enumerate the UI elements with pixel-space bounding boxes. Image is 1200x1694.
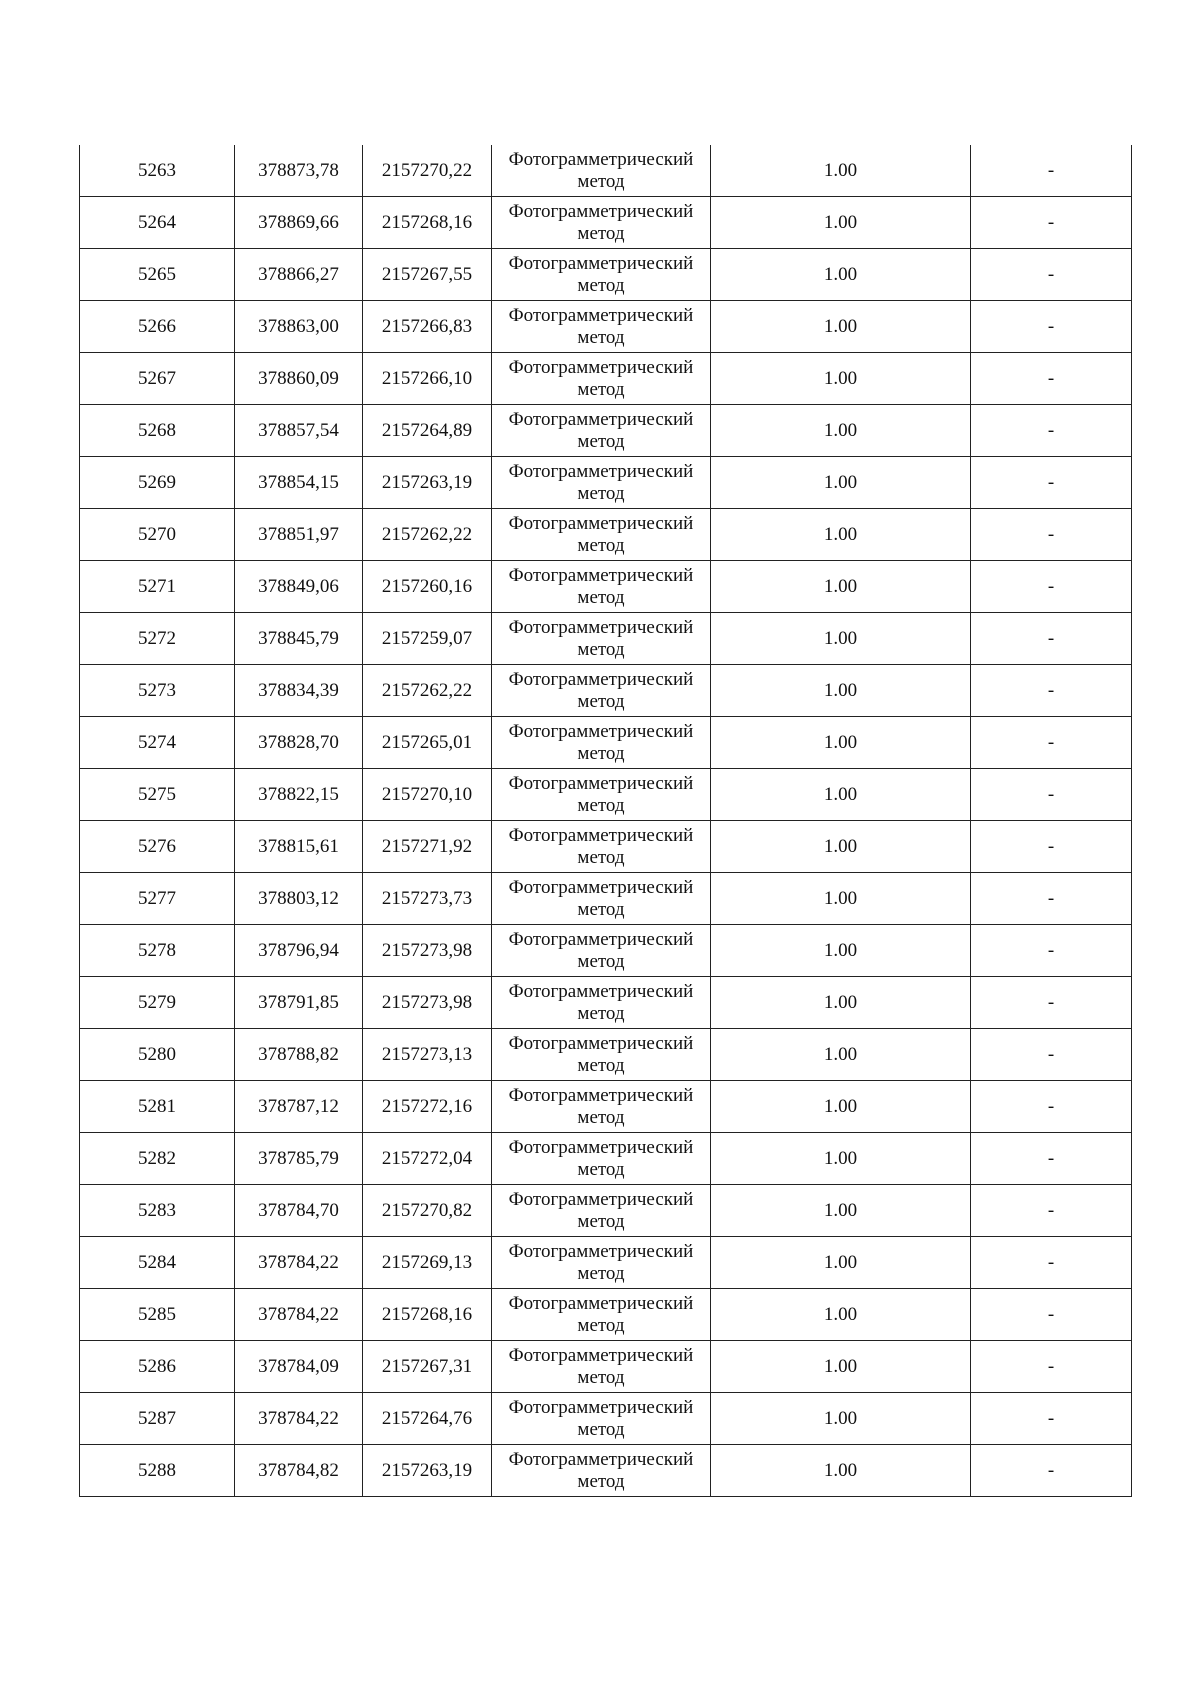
point-number-cell: 5288 bbox=[80, 1445, 235, 1497]
method-text-line2: метод bbox=[577, 274, 625, 296]
table-row bbox=[80, 145, 1132, 197]
y-coordinate-cell: 2157271,92 bbox=[363, 821, 492, 873]
method-text-line1: Фотограмметрический bbox=[508, 1344, 694, 1366]
method-cell bbox=[492, 1133, 711, 1185]
accuracy-cell: 1.00 bbox=[711, 613, 971, 665]
table-row bbox=[80, 977, 1132, 1029]
point-number-cell: 5278 bbox=[80, 925, 235, 977]
method-text-line1: Фотограмметрический bbox=[508, 564, 694, 586]
point-number-cell: 5276 bbox=[80, 821, 235, 873]
accuracy-cell: 1.00 bbox=[711, 1081, 971, 1133]
table-row bbox=[80, 1237, 1132, 1289]
note-cell: - bbox=[971, 1029, 1132, 1081]
note-cell: - bbox=[971, 405, 1132, 457]
method-text-line1: Фотограмметрический bbox=[508, 876, 694, 898]
note-cell: - bbox=[971, 769, 1132, 821]
y-coordinate-cell: 2157270,10 bbox=[363, 769, 492, 821]
note-cell: - bbox=[971, 1289, 1132, 1341]
method-cell bbox=[492, 405, 711, 457]
point-number-cell: 5282 bbox=[80, 1133, 235, 1185]
accuracy-cell: 1.00 bbox=[711, 769, 971, 821]
note-cell: - bbox=[971, 249, 1132, 301]
coordinates-table bbox=[79, 145, 1132, 1497]
method-cell bbox=[492, 613, 711, 665]
accuracy-cell: 1.00 bbox=[711, 1445, 971, 1497]
x-coordinate-cell: 378854,15 bbox=[235, 457, 363, 509]
table-row bbox=[80, 769, 1132, 821]
method-text-line2: метод bbox=[577, 846, 625, 868]
method-text-line1: Фотограмметрический bbox=[508, 928, 694, 950]
y-coordinate-cell: 2157268,16 bbox=[363, 197, 492, 249]
x-coordinate-cell: 378849,06 bbox=[235, 561, 363, 613]
table-row bbox=[80, 613, 1132, 665]
method-text-line2: метод bbox=[577, 482, 625, 504]
method-text-line2: метод bbox=[577, 1210, 625, 1232]
method-text-line2: метод bbox=[577, 1418, 625, 1440]
table-row bbox=[80, 1445, 1132, 1497]
point-number-cell: 5280 bbox=[80, 1029, 235, 1081]
point-number-cell: 5277 bbox=[80, 873, 235, 925]
accuracy-cell: 1.00 bbox=[711, 1289, 971, 1341]
note-cell: - bbox=[971, 353, 1132, 405]
method-text-line2: метод bbox=[577, 1262, 625, 1284]
y-coordinate-cell: 2157263,19 bbox=[363, 457, 492, 509]
x-coordinate-cell: 378791,85 bbox=[235, 977, 363, 1029]
note-cell: - bbox=[971, 1341, 1132, 1393]
accuracy-cell: 1.00 bbox=[711, 977, 971, 1029]
point-number-cell: 5281 bbox=[80, 1081, 235, 1133]
x-coordinate-cell: 378822,15 bbox=[235, 769, 363, 821]
y-coordinate-cell: 2157273,98 bbox=[363, 977, 492, 1029]
method-text-line2: метод bbox=[577, 378, 625, 400]
point-number-cell: 5267 bbox=[80, 353, 235, 405]
accuracy-cell: 1.00 bbox=[711, 405, 971, 457]
method-cell bbox=[492, 457, 711, 509]
table-row bbox=[80, 821, 1132, 873]
y-coordinate-cell: 2157270,82 bbox=[363, 1185, 492, 1237]
accuracy-cell: 1.00 bbox=[711, 457, 971, 509]
accuracy-cell: 1.00 bbox=[711, 1185, 971, 1237]
note-cell: - bbox=[971, 717, 1132, 769]
method-cell bbox=[492, 249, 711, 301]
method-cell bbox=[492, 977, 711, 1029]
note-cell: - bbox=[971, 1081, 1132, 1133]
note-cell: - bbox=[971, 1185, 1132, 1237]
y-coordinate-cell: 2157267,55 bbox=[363, 249, 492, 301]
method-text-line1: Фотограмметрический bbox=[508, 1396, 694, 1418]
y-coordinate-cell: 2157272,04 bbox=[363, 1133, 492, 1185]
x-coordinate-cell: 378815,61 bbox=[235, 821, 363, 873]
point-number-cell: 5268 bbox=[80, 405, 235, 457]
note-cell: - bbox=[971, 145, 1132, 197]
note-cell: - bbox=[971, 665, 1132, 717]
accuracy-cell: 1.00 bbox=[711, 925, 971, 977]
point-number-cell: 5270 bbox=[80, 509, 235, 561]
method-text-line2: метод bbox=[577, 1470, 625, 1492]
table-row bbox=[80, 457, 1132, 509]
method-cell bbox=[492, 509, 711, 561]
accuracy-cell: 1.00 bbox=[711, 561, 971, 613]
method-text-line1: Фотограмметрический bbox=[508, 824, 694, 846]
method-text-line2: метод bbox=[577, 170, 625, 192]
x-coordinate-cell: 378845,79 bbox=[235, 613, 363, 665]
method-cell bbox=[492, 769, 711, 821]
method-text-line1: Фотограмметрический bbox=[508, 1448, 694, 1470]
point-number-cell: 5264 bbox=[80, 197, 235, 249]
point-number-cell: 5273 bbox=[80, 665, 235, 717]
y-coordinate-cell: 2157264,76 bbox=[363, 1393, 492, 1445]
method-text-line1: Фотограмметрический bbox=[508, 1032, 694, 1054]
method-cell bbox=[492, 873, 711, 925]
accuracy-cell: 1.00 bbox=[711, 1133, 971, 1185]
method-cell bbox=[492, 1029, 711, 1081]
y-coordinate-cell: 2157260,16 bbox=[363, 561, 492, 613]
method-text-line2: метод bbox=[577, 742, 625, 764]
method-text-line2: метод bbox=[577, 326, 625, 348]
method-text-line1: Фотограмметрический bbox=[508, 252, 694, 274]
accuracy-cell: 1.00 bbox=[711, 301, 971, 353]
accuracy-cell: 1.00 bbox=[711, 821, 971, 873]
x-coordinate-cell: 378784,22 bbox=[235, 1237, 363, 1289]
table-row bbox=[80, 665, 1132, 717]
method-text-line2: метод bbox=[577, 1314, 625, 1336]
method-text-line2: метод bbox=[577, 586, 625, 608]
table-row bbox=[80, 1029, 1132, 1081]
y-coordinate-cell: 2157263,19 bbox=[363, 1445, 492, 1497]
x-coordinate-cell: 378863,00 bbox=[235, 301, 363, 353]
table-row bbox=[80, 353, 1132, 405]
note-cell: - bbox=[971, 1445, 1132, 1497]
accuracy-cell: 1.00 bbox=[711, 509, 971, 561]
y-coordinate-cell: 2157273,13 bbox=[363, 1029, 492, 1081]
method-text-line2: метод bbox=[577, 534, 625, 556]
method-text-line2: метод bbox=[577, 1106, 625, 1128]
method-text-line1: Фотограмметрический bbox=[508, 1292, 694, 1314]
note-cell: - bbox=[971, 301, 1132, 353]
method-text-line1: Фотограмметрический bbox=[508, 512, 694, 534]
y-coordinate-cell: 2157269,13 bbox=[363, 1237, 492, 1289]
y-coordinate-cell: 2157264,89 bbox=[363, 405, 492, 457]
method-text-line2: метод bbox=[577, 1002, 625, 1024]
method-text-line1: Фотограмметрический bbox=[508, 408, 694, 430]
table-row bbox=[80, 1081, 1132, 1133]
accuracy-cell: 1.00 bbox=[711, 873, 971, 925]
note-cell: - bbox=[971, 977, 1132, 1029]
method-cell bbox=[492, 197, 711, 249]
y-coordinate-cell: 2157262,22 bbox=[363, 665, 492, 717]
method-text-line2: метод bbox=[577, 690, 625, 712]
note-cell: - bbox=[971, 197, 1132, 249]
point-number-cell: 5279 bbox=[80, 977, 235, 1029]
method-cell bbox=[492, 301, 711, 353]
note-cell: - bbox=[971, 1393, 1132, 1445]
method-text-line2: метод bbox=[577, 950, 625, 972]
method-text-line2: метод bbox=[577, 1054, 625, 1076]
point-number-cell: 5286 bbox=[80, 1341, 235, 1393]
method-text-line1: Фотограмметрический bbox=[508, 1084, 694, 1106]
point-number-cell: 5275 bbox=[80, 769, 235, 821]
method-text-line2: метод bbox=[577, 1158, 625, 1180]
table-row bbox=[80, 301, 1132, 353]
method-text-line1: Фотограмметрический bbox=[508, 460, 694, 482]
table-row bbox=[80, 1185, 1132, 1237]
method-cell bbox=[492, 1237, 711, 1289]
x-coordinate-cell: 378785,79 bbox=[235, 1133, 363, 1185]
point-number-cell: 5269 bbox=[80, 457, 235, 509]
table-row bbox=[80, 1289, 1132, 1341]
note-cell: - bbox=[971, 873, 1132, 925]
coordinates-table-body bbox=[80, 145, 1132, 1497]
x-coordinate-cell: 378857,54 bbox=[235, 405, 363, 457]
y-coordinate-cell: 2157266,83 bbox=[363, 301, 492, 353]
method-text-line1: Фотограмметрический bbox=[508, 720, 694, 742]
x-coordinate-cell: 378866,27 bbox=[235, 249, 363, 301]
note-cell: - bbox=[971, 821, 1132, 873]
table-row bbox=[80, 1393, 1132, 1445]
method-cell bbox=[492, 1445, 711, 1497]
point-number-cell: 5274 bbox=[80, 717, 235, 769]
table-row bbox=[80, 717, 1132, 769]
y-coordinate-cell: 2157273,73 bbox=[363, 873, 492, 925]
table-row bbox=[80, 925, 1132, 977]
table-row bbox=[80, 509, 1132, 561]
accuracy-cell: 1.00 bbox=[711, 145, 971, 197]
y-coordinate-cell: 2157267,31 bbox=[363, 1341, 492, 1393]
method-text-line1: Фотограмметрический bbox=[508, 668, 694, 690]
accuracy-cell: 1.00 bbox=[711, 197, 971, 249]
x-coordinate-cell: 378784,70 bbox=[235, 1185, 363, 1237]
x-coordinate-cell: 378788,82 bbox=[235, 1029, 363, 1081]
method-cell bbox=[492, 665, 711, 717]
x-coordinate-cell: 378869,66 bbox=[235, 197, 363, 249]
method-cell bbox=[492, 353, 711, 405]
method-cell bbox=[492, 561, 711, 613]
method-text-line1: Фотограмметрический bbox=[508, 772, 694, 794]
accuracy-cell: 1.00 bbox=[711, 665, 971, 717]
point-number-cell: 5285 bbox=[80, 1289, 235, 1341]
method-text-line1: Фотограмметрический bbox=[508, 616, 694, 638]
point-number-cell: 5283 bbox=[80, 1185, 235, 1237]
method-text-line1: Фотограмметрический bbox=[508, 148, 694, 170]
note-cell: - bbox=[971, 457, 1132, 509]
method-text-line1: Фотограмметрический bbox=[508, 980, 694, 1002]
method-cell bbox=[492, 1185, 711, 1237]
table-row bbox=[80, 1133, 1132, 1185]
x-coordinate-cell: 378803,12 bbox=[235, 873, 363, 925]
x-coordinate-cell: 378796,94 bbox=[235, 925, 363, 977]
method-cell bbox=[492, 821, 711, 873]
table-row bbox=[80, 1341, 1132, 1393]
accuracy-cell: 1.00 bbox=[711, 1341, 971, 1393]
accuracy-cell: 1.00 bbox=[711, 249, 971, 301]
table-row bbox=[80, 873, 1132, 925]
point-number-cell: 5284 bbox=[80, 1237, 235, 1289]
accuracy-cell: 1.00 bbox=[711, 717, 971, 769]
method-text-line1: Фотограмметрический bbox=[508, 1240, 694, 1262]
method-cell bbox=[492, 925, 711, 977]
note-cell: - bbox=[971, 1133, 1132, 1185]
method-text-line1: Фотограмметрический bbox=[508, 356, 694, 378]
method-cell bbox=[492, 1289, 711, 1341]
note-cell: - bbox=[971, 613, 1132, 665]
point-number-cell: 5266 bbox=[80, 301, 235, 353]
x-coordinate-cell: 378851,97 bbox=[235, 509, 363, 561]
method-cell bbox=[492, 1081, 711, 1133]
y-coordinate-cell: 2157259,07 bbox=[363, 613, 492, 665]
accuracy-cell: 1.00 bbox=[711, 1029, 971, 1081]
method-cell bbox=[492, 1393, 711, 1445]
table-row bbox=[80, 197, 1132, 249]
accuracy-cell: 1.00 bbox=[711, 1393, 971, 1445]
x-coordinate-cell: 378784,09 bbox=[235, 1341, 363, 1393]
method-cell bbox=[492, 717, 711, 769]
point-number-cell: 5272 bbox=[80, 613, 235, 665]
x-coordinate-cell: 378784,22 bbox=[235, 1289, 363, 1341]
point-number-cell: 5271 bbox=[80, 561, 235, 613]
method-text-line1: Фотограмметрический bbox=[508, 1136, 694, 1158]
method-text-line2: метод bbox=[577, 794, 625, 816]
point-number-cell: 5287 bbox=[80, 1393, 235, 1445]
accuracy-cell: 1.00 bbox=[711, 1237, 971, 1289]
method-text-line1: Фотограмметрический bbox=[508, 304, 694, 326]
method-text-line2: метод bbox=[577, 222, 625, 244]
method-cell bbox=[492, 145, 711, 197]
method-text-line2: метод bbox=[577, 898, 625, 920]
table-row bbox=[80, 405, 1132, 457]
x-coordinate-cell: 378784,82 bbox=[235, 1445, 363, 1497]
accuracy-cell: 1.00 bbox=[711, 353, 971, 405]
y-coordinate-cell: 2157268,16 bbox=[363, 1289, 492, 1341]
method-text-line2: метод bbox=[577, 1366, 625, 1388]
method-text-line2: метод bbox=[577, 638, 625, 660]
y-coordinate-cell: 2157262,22 bbox=[363, 509, 492, 561]
point-number-cell: 5265 bbox=[80, 249, 235, 301]
y-coordinate-cell: 2157265,01 bbox=[363, 717, 492, 769]
note-cell: - bbox=[971, 925, 1132, 977]
method-cell bbox=[492, 1341, 711, 1393]
x-coordinate-cell: 378860,09 bbox=[235, 353, 363, 405]
y-coordinate-cell: 2157273,98 bbox=[363, 925, 492, 977]
x-coordinate-cell: 378828,70 bbox=[235, 717, 363, 769]
method-text-line2: метод bbox=[577, 430, 625, 452]
point-number-cell: 5263 bbox=[80, 145, 235, 197]
x-coordinate-cell: 378784,22 bbox=[235, 1393, 363, 1445]
note-cell: - bbox=[971, 561, 1132, 613]
x-coordinate-cell: 378873,78 bbox=[235, 145, 363, 197]
x-coordinate-cell: 378834,39 bbox=[235, 665, 363, 717]
method-text-line1: Фотограмметрический bbox=[508, 200, 694, 222]
x-coordinate-cell: 378787,12 bbox=[235, 1081, 363, 1133]
y-coordinate-cell: 2157270,22 bbox=[363, 145, 492, 197]
table-row bbox=[80, 561, 1132, 613]
y-coordinate-cell: 2157266,10 bbox=[363, 353, 492, 405]
note-cell: - bbox=[971, 509, 1132, 561]
table-row bbox=[80, 249, 1132, 301]
note-cell: - bbox=[971, 1237, 1132, 1289]
y-coordinate-cell: 2157272,16 bbox=[363, 1081, 492, 1133]
method-text-line1: Фотограмметрический bbox=[508, 1188, 694, 1210]
